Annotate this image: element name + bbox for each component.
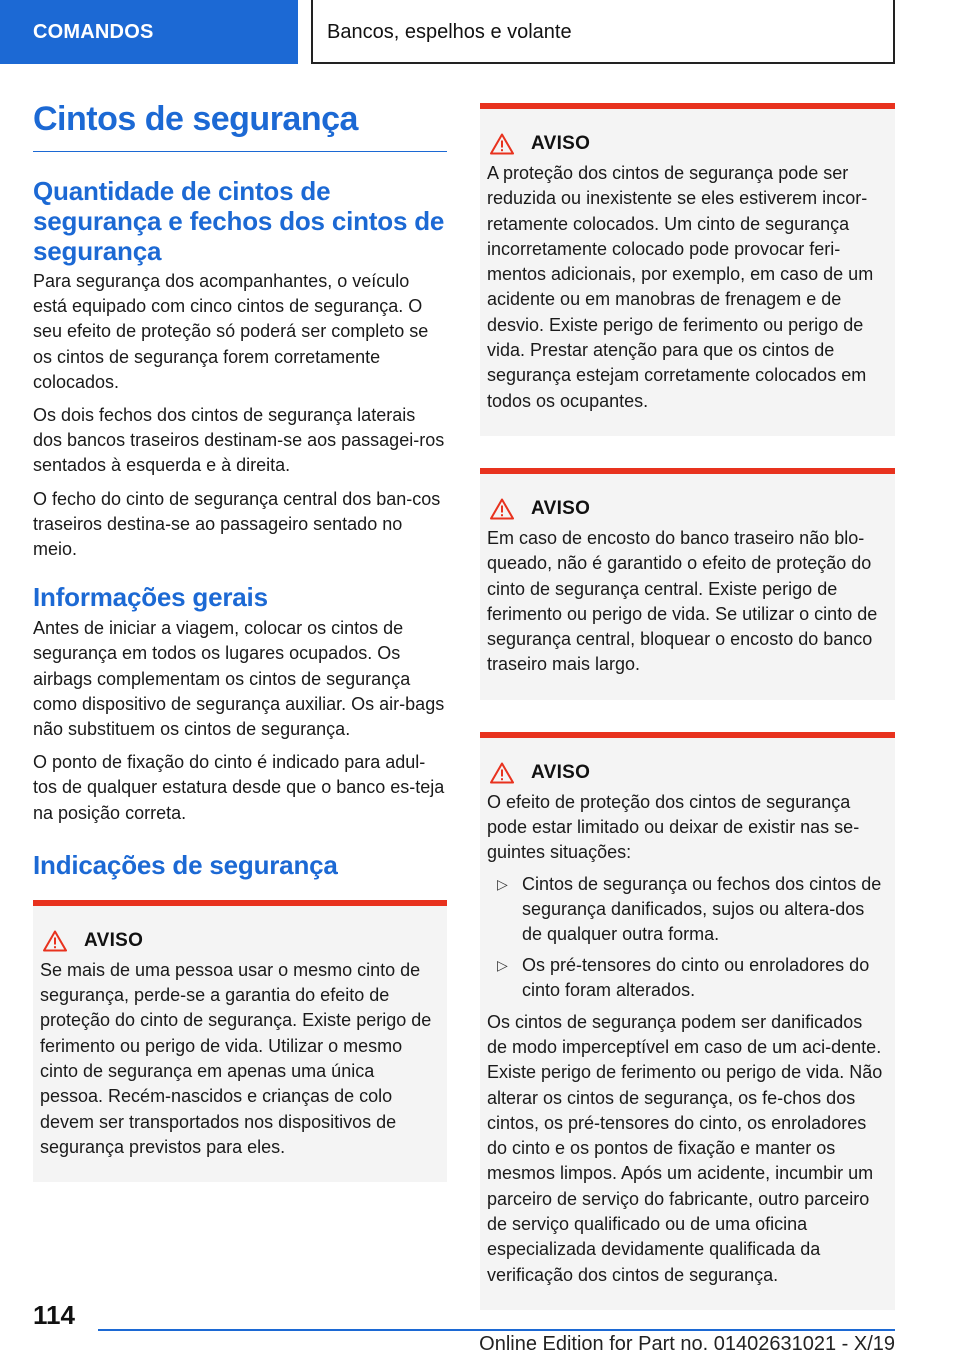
list-item — [487, 953, 887, 1003]
warning-title: AVISO — [84, 929, 144, 951]
section-safety-notes — [33, 850, 447, 1182]
section-heading: Quantidade de cintos de segurança e fechos dos cintos de segurança — [33, 176, 445, 266]
list-item-text: Os pré-tensores do cinto ou enroladores do cinto foram alterados. — [522, 955, 870, 1001]
bullet-triangle-icon: ▷ — [497, 957, 508, 974]
footer-divider — [98, 1329, 895, 1331]
paragraph: O fecho do cinto de segurança central dos ban-cos traseiros destina-se ao passageiro sentado no meio. — [33, 488, 441, 560]
warning-triangle-icon — [490, 762, 514, 784]
warning-triangle-icon — [43, 930, 67, 952]
bullet-triangle-icon: ▷ — [497, 875, 508, 892]
left-column — [33, 100, 447, 1182]
section-heading: Informações gerais — [33, 582, 268, 613]
warning-header — [487, 131, 887, 157]
warning-text: A proteção dos cintos de segurança pode ser reduzida ou inexistente se eles estiverem incor-retamente colocados. Um cinto de segurança incorretamente colocado pode provocar feri-mentos adicionais, por exemplo, em caso de um acidente ou em manobras de frenagem e de desvio. Existe perigo de ferimento ou perigo de vida. Prestar atenção para que os cintos de segurança estejam corretamente colocados em todos os ocupantes. — [487, 163, 874, 411]
warning-text: Em caso de encosto do banco traseiro não blo-queado, não é garantido o efeito de proteção do cinto de segurança central. Existe perigo de ferimento ou perigo de vida. Se utilizar o cinto de segurança central, bloquear o encosto do banco traseiro mais largo. — [487, 527, 878, 675]
warning-box — [33, 900, 447, 1182]
right-column — [480, 103, 895, 1310]
warning-box — [480, 468, 895, 700]
warning-text: Os cintos de segurança podem ser danificados de modo imperceptível em caso de um aci-dente. Existe perigo de ferimento ou perigo de vida. Não alterar os cintos de segurança, os fe-chos dos cintos, os pré-tensores do cinto, os enroladores do cinto e os pontos de fixação e manter os mesmos limpos. Após um acidente, incumbir um parceiro de serviço do fabricante, outro parceiro de serviço qualificado ou de uma oficina especializada devidamente qualificada da verificação dos cintos de segurança. — [487, 1011, 883, 1285]
paragraph: O ponto de fixação do cinto é indicado para adul-tos de qualquer estatura desde que o banco es-teja na posição correta. — [33, 752, 445, 823]
warning-title: AVISO — [531, 761, 591, 783]
page-header — [0, 0, 960, 68]
warning-box — [480, 732, 895, 1310]
warning-header — [40, 928, 439, 954]
list-item-text: Cintos de segurança ou fechos dos cintos de segurança danificados, sujos ou altera-dos de qualquer outra forma. — [522, 873, 882, 945]
section-belt-quantity — [33, 176, 447, 562]
section-tab: COMANDOS — [0, 0, 298, 64]
bullet-list — [487, 872, 887, 1004]
chapter-tab: Bancos, espelhos e volante — [311, 0, 895, 64]
page-number: 114 — [33, 1300, 75, 1330]
paragraph: Antes de iniciar a viagem, colocar os cintos de segurança em todos os lugares ocupados. Os airbags complementam os cintos de segurança como dispositivo de segurança auxiliar. Os air-bags não substituem os cintos de segurança. — [33, 618, 445, 740]
page-title: Cintos de segurança — [33, 100, 447, 152]
warning-text: O efeito de proteção dos cintos de segurança pode estar limitado ou deixar de existir nas se-guintes situações: — [487, 791, 860, 863]
warning-text: Se mais de uma pessoa usar o mesmo cinto de segurança, perde-se a garantia do efeito de proteção do cinto de segurança. Existe perigo de ferimento ou perigo de vida. Utilizar o mesmo cinto de segurança em apenas uma única pessoa. Recém-nascidos e crianças de colo devem ser transportados nos dispositivos de segurança previstos para eles. — [40, 959, 432, 1157]
warning-header — [487, 496, 887, 522]
list-item — [487, 872, 887, 948]
warning-title: AVISO — [531, 133, 591, 154]
paragraph: Para segurança dos acompanhantes, o veículo está equipado com cinco cintos de segurança. O seu efeito de proteção só poderá ser completo se os cintos de segurança forem corretamente colocados. — [33, 271, 429, 392]
warning-title: AVISO — [531, 497, 591, 519]
warning-box — [480, 103, 895, 436]
section-general-info — [33, 582, 447, 826]
warning-triangle-icon — [490, 133, 514, 155]
paragraph: Os dois fechos dos cintos de segurança laterais dos bancos traseiros destinam-se aos passagei-ros sentados à esquerda e à direita. — [33, 405, 445, 476]
section-heading: Indicações de segurança — [33, 849, 338, 880]
warning-header — [487, 760, 887, 786]
warning-triangle-icon — [490, 498, 514, 520]
edition-text: Online Edition for Part no. 01402631021 - X/19 — [479, 1333, 895, 1355]
